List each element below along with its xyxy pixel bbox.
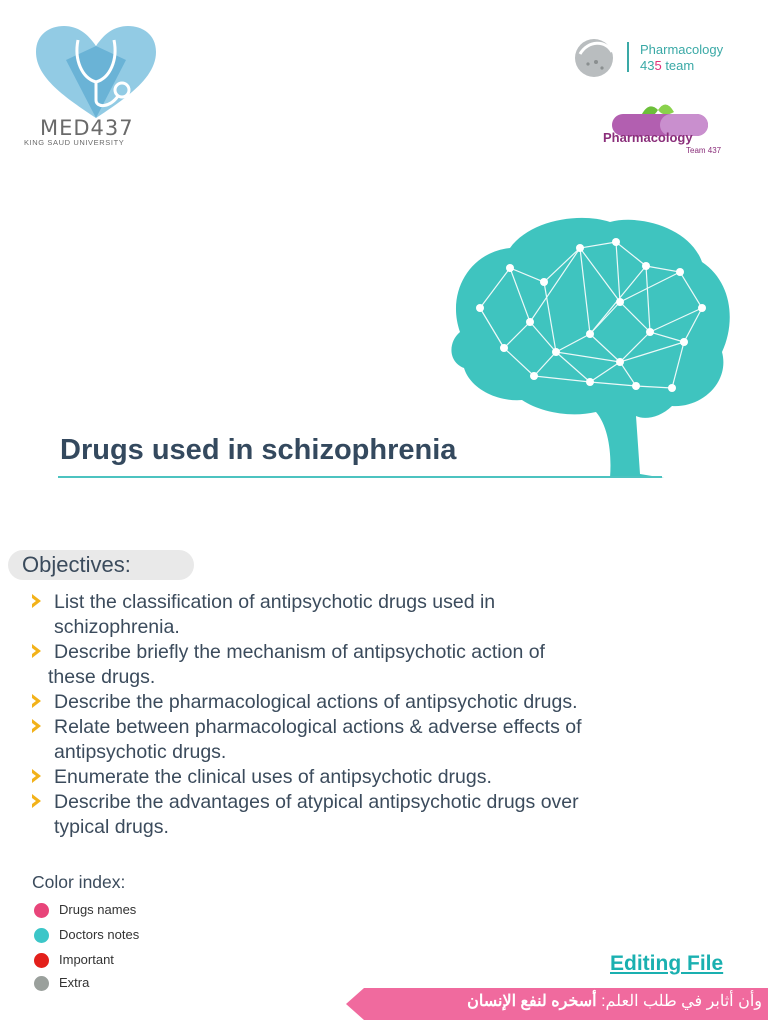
pharmacology-437-title: Pharmacology bbox=[603, 130, 693, 145]
chevron-right-icon bbox=[30, 692, 44, 710]
color-index-doctors-notes: Doctors notes bbox=[34, 927, 139, 943]
dot-icon bbox=[34, 903, 49, 918]
chevron-right-icon bbox=[30, 717, 44, 735]
editing-file-link[interactable]: Editing File bbox=[610, 952, 724, 975]
dot-icon bbox=[34, 976, 49, 991]
university-text: KING SAUD UNIVERSITY bbox=[24, 138, 125, 147]
objectives-list bbox=[30, 590, 760, 840]
color-index-drugs-names: Drugs names bbox=[34, 902, 136, 918]
footer-banner-text: وأن أثابر في طلب العلم: أسخره لنفع الإنسان bbox=[467, 993, 762, 1010]
objective-item: Relate between pharmacological actions & adverse effects of antipsychotic drugs. bbox=[30, 715, 760, 765]
color-index-important: Important bbox=[34, 952, 114, 968]
objective-item: Describe briefly the mechanism of antipsychotic action of these drugs. bbox=[30, 640, 760, 690]
color-index-title: Color index: bbox=[32, 872, 126, 892]
color-index-extra: Extra bbox=[34, 975, 89, 991]
dot-icon bbox=[34, 928, 49, 943]
objective-item: Describe the pharmacological actions of antipsychotic drugs. bbox=[30, 690, 760, 715]
chevron-right-icon bbox=[30, 592, 44, 610]
page-title: Drugs used in schizophrenia bbox=[60, 434, 457, 466]
objective-item: List the classification of antipsychotic drugs used in schizophrenia. bbox=[30, 590, 760, 640]
chevron-right-icon bbox=[30, 767, 44, 785]
objectives-label: Objectives: bbox=[22, 552, 131, 577]
pharmacology-437-subtitle: Team 437 bbox=[686, 146, 722, 155]
objective-item: Describe the advantages of atypical antipsychotic drugs over typical drugs. bbox=[30, 790, 760, 840]
dot-icon bbox=[34, 953, 49, 968]
pharmacology-435-title: Pharmacology bbox=[640, 42, 724, 57]
chevron-right-icon bbox=[30, 792, 44, 810]
med437-logo-text: MED437 bbox=[40, 116, 134, 140]
brain-network-illustration bbox=[440, 212, 740, 482]
pharmacology-435-team: 435 team bbox=[640, 58, 695, 73]
chevron-right-icon bbox=[30, 642, 44, 660]
title-underline bbox=[58, 476, 662, 478]
objective-item: Enumerate the clinical uses of antipsychotic drugs. bbox=[30, 765, 760, 790]
